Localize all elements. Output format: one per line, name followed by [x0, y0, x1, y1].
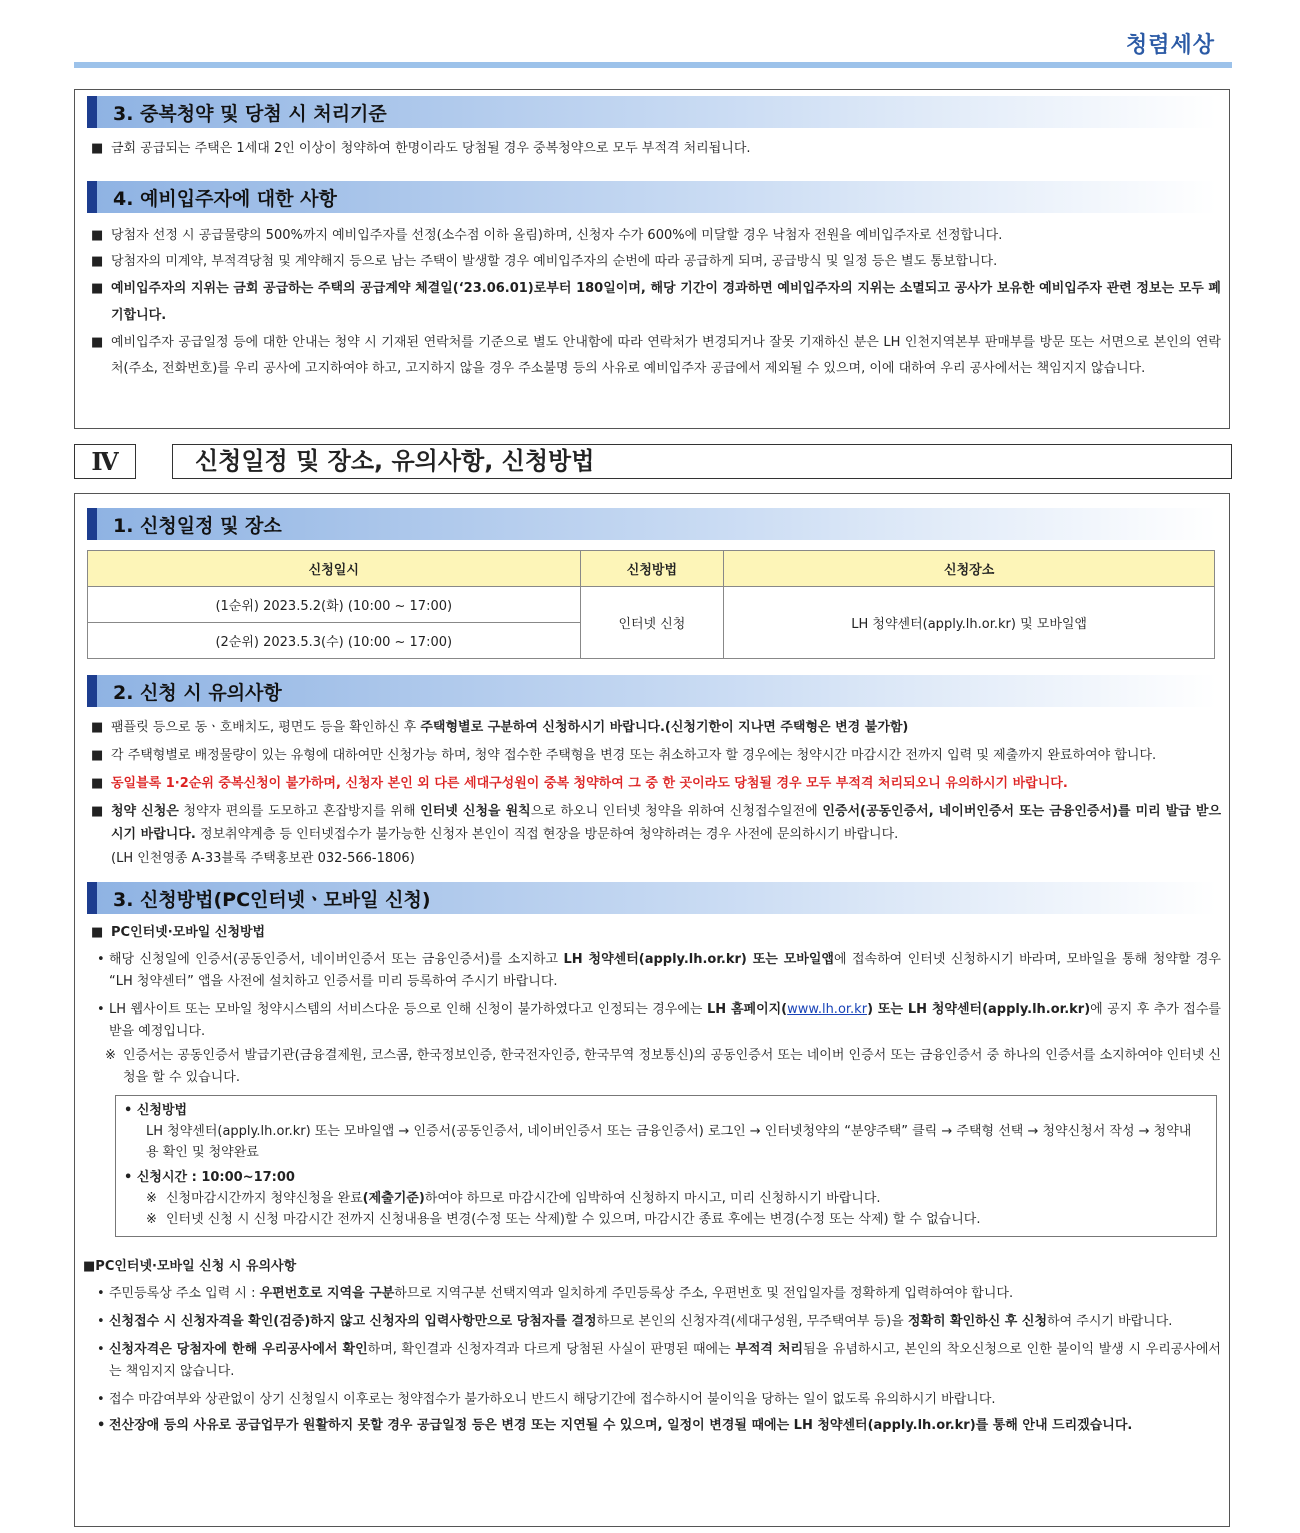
- section-heading-3b: 3. 신청방법(PC인터넷ㆍ모바일 신청): [87, 882, 1217, 914]
- bullet-item: • 주민등록상 주소 입력 시 : 우편번호로 지역을 구분하므로 지역구분 선택지역과 일치하게 주민등록상 주소, 우편번호 및 전입일자를 정확하게 입력하여야 합니다.: [97, 1286, 1014, 1301]
- list-item: ■ 각 주택형별로 배정물량이 있는 유형에 대하여만 신청가능 하며, 청약 접수한 주택형을 변경 또는 취소하고자 할 경우에는 청약시간 마감시간 전까지 입력 및 제출까지 완료하여야 합니다.: [91, 748, 1157, 763]
- table-header: 신청일시: [88, 551, 581, 587]
- section-heading-3: 3. 중복청약 및 당첨 시 처리기준: [87, 96, 1217, 128]
- list-item: ■ 예비입주자 공급일정 등에 대한 안내는 청약 시 기재된 연락처를 기준으로 별도 안내함에 따라 연락처가 변경되거나 잘못 기재하신 분은 LH 인천지역본부 판매부를 방문 또는 서면으로 본인의 연락처(주소, 전화번호)를 우리 공사에 고지하여야 하고, 고지하지 않을 경우 주소불명 등의 사유로 예비입주자 공급에서 제외될 수 있으며, 이에 대하여 우리 공사에서는 책임지지 않습니다.: [91, 335, 1221, 376]
- guide-title: • 신청방법: [124, 1103, 188, 1118]
- section-heading-1: 1. 신청일정 및 장소: [87, 508, 1217, 540]
- table-cell: 인터넷 신청: [580, 587, 724, 659]
- bullet-item: • 접수 마감여부와 상관없이 상기 신청일시 이후로는 청약접수가 불가하오니 반드시 해당기간에 접수하시어 불이익을 당하는 일이 없도록 유의하시기 바랍니다.: [97, 1392, 996, 1407]
- top-divider: [74, 62, 1232, 68]
- section-heading-4: 4. 예비입주자에 대한 사항: [87, 181, 1217, 213]
- warning-item: ■ 동일블록 1·2순위 중복신청이 불가하며, 신청자 본인 외 다른 세대구성원이 중복 청약하여 그 중 한 곳이라도 당첨될 경우 모두 부적격 처리되오니 유의하시기 바랍니다.: [91, 776, 1068, 791]
- sub-heading: ■PC인터넷·모바일 신청 시 유의사항: [83, 1259, 297, 1274]
- lh-homepage-link[interactable]: www.lh.or.kr: [787, 1002, 868, 1017]
- table-header-row: [88, 551, 1215, 587]
- contact-info: (LH 인천영종 A-33블록 주택홍보관 032-566-1806): [111, 851, 415, 866]
- list-item: ■ 예비입주자의 지위는 금회 공급하는 주택의 공급계약 체결일(‘23.06.01)로부터 180일이며, 해당 기간이 경과하면 예비입주자의 지위는 소멸되고 공사가 보유한 예비입주자 관련 정보는 모두 폐기합니다.: [91, 281, 1221, 323]
- bullet-item: • 신청접수 시 신청자격을 확인(검증)하지 않고 신청자의 입력사항만으로 당첨자를 결정하므로 본인의 신청자격(세대구성원, 무주택여부 등)을 정확히 확인하신 후 신청하여 주시기 바랍니다.: [97, 1314, 1173, 1329]
- table-cell: LH 청약센터(apply.lh.or.kr) 및 모바일앱: [724, 587, 1215, 659]
- note-item: ※ 인증서는 공동인증서 발급기관(금융결제원, 코스콤, 한국정보인증, 한국전자인증, 한국무역 정보통신)의 공동인증서 또는 네이버 인증서 또는 금융인증서 중 하나의 인증서를 소지하여야 인터넷 신청을 할 수 있습니다.: [105, 1048, 1221, 1085]
- table-cell: (2순위) 2023.5.3(수) (10:00 ~ 17:00): [88, 623, 581, 659]
- section-heading-2: 2. 신청 시 유의사항: [87, 675, 1217, 707]
- chapter-header: [74, 444, 1232, 479]
- table-row: [88, 587, 1215, 623]
- chapter-title: 신청일정 및 장소, 유의사항, 신청방법: [172, 444, 1232, 479]
- logo: 청렴세상: [1125, 32, 1215, 58]
- bullet-item: • 해당 신청일에 인증서(공동인증서, 네이버인증서 또는 금융인증서)를 소지하고 LH 청약센터(apply.lh.or.kr) 또는 모바일앱에 접속하여 인터넷 신청하시기 바라며, 모바일을 통해 청약할 경우 “LH 청약센터” 앱을 사전에 설치하고 인증서를 미리 등록하여 주시기 바랍니다.: [97, 952, 1221, 989]
- application-guide-box: [115, 1095, 1217, 1237]
- chapter-number: Ⅳ: [74, 444, 136, 479]
- bullet-item: • LH 웹사이트 또는 모바일 청약시스템의 서비스다운 등으로 인해 신청이 불가하였다고 인정되는 경우에는 LH 홈페이지(www.lh.or.kr) 또는 LH 청약센터(apply.lh.or.kr)에 공지 후 추가 접수를 받을 예정입니다.: [97, 1002, 1221, 1039]
- list-item: ■ 팸플릿 등으로 동ㆍ호배치도, 평면도 등을 확인하신 후 주택형별로 구분하여 신청하시기 바랍니다.(신청기한이 지나면 주택형은 변경 불가함): [91, 720, 909, 735]
- guide-time: • 신청시간 : 10:00~17:00: [124, 1170, 295, 1185]
- guide-note: ※ 인터넷 신청 시 신청 마감시간 전까지 신청내용을 변경(수정 또는 삭제)할 수 있으며, 마감시간 종료 후에는 변경(수정 또는 삭제) 할 수 없습니다.: [146, 1212, 981, 1227]
- list-item: ■ 금회 공급되는 주택은 1세대 2인 이상이 청약하여 한명이라도 당첨될 경우 중복청약으로 모두 부적격 처리됩니다.: [91, 141, 751, 156]
- table-header: 신청장소: [724, 551, 1215, 587]
- bullet-item: • 전산장애 등의 사유로 공급업무가 원활하지 못할 경우 공급일정 등은 변경 또는 지연될 수 있으며, 일정이 변경될 때에는 LH 청약센터(apply.lh.or.kr)를 통해 안내 드리겠습니다.: [97, 1418, 1133, 1433]
- table-cell: (1순위) 2023.5.2(화) (10:00 ~ 17:00): [88, 587, 581, 623]
- list-item: ■ 청약 신청은 청약자 편의를 도모하고 혼잡방지를 위해 인터넷 신청을 원칙으로 하오니 인터넷 청약을 위하여 신청접수일전에 인증서(공동인증서, 네이버인증서 또는 금융인증서)를 미리 발급 받으시기 바랍니다. 정보취약계층 등 인터넷접수가 불가능한 신청자 본인이 직접 현장을 방문하여 청약하려는 경우 사전에 문의하시기 바랍니다.: [91, 804, 1221, 842]
- bullet-item: • 신청자격은 당첨자에 한해 우리공사에서 확인하며, 확인결과 신청자격과 다르게 당첨된 사실이 판명된 때에는 부적격 처리됨을 유념하시고, 본인의 착오신청으로 인한 불이익 발생 시 우리공사에서는 책임지지 않습니다.: [97, 1342, 1221, 1379]
- section-box-1: [74, 89, 1230, 429]
- guide-note: ※ 신청마감시간까지 청약신청을 완료(제출기준)하여야 하므로 마감시간에 임박하여 신청하지 마시고, 미리 신청하시기 바랍니다.: [146, 1191, 881, 1206]
- sub-heading: ■ PC인터넷·모바일 신청방법: [91, 925, 266, 940]
- table-header: 신청방법: [580, 551, 724, 587]
- list-item: ■ 당첨자 선정 시 공급물량의 500%까지 예비입주자를 선정(소수점 이하 올림)하며, 신청자 수가 600%에 미달할 경우 낙첨자 전원을 예비입주자로 선정합니다.: [91, 228, 1003, 243]
- list-item: ■ 당첨자의 미계약, 부적격당첨 및 계약해지 등으로 남는 주택이 발생할 경우 예비입주자의 순번에 따라 공급하게 되며, 공급방식 및 일정 등은 별도 통보합니다.: [91, 254, 998, 269]
- guide-steps: LH 청약센터(apply.lh.or.kr) 또는 모바일앱 → 인증서(공동인증서, 네이버인증서 또는 금융인증서) 로그인 → 인터넷청약의 “분양주택” 클릭 → 주택형 선택 → 청약신청서 작성 → 청약내용 확인 및 청약완료: [146, 1124, 1192, 1160]
- section-box-2: [74, 493, 1230, 1527]
- schedule-table: [87, 550, 1215, 659]
